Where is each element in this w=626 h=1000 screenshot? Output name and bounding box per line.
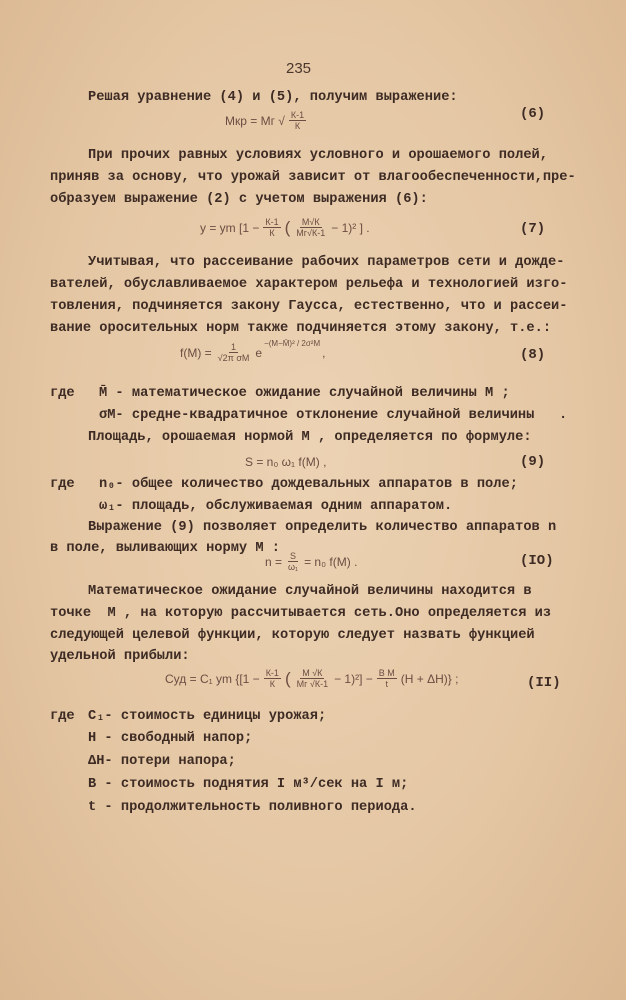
- text-line: Выражение (9) позволяет определить количество аппаратов n: [88, 520, 557, 535]
- formula-part: Cуд = C₁ ym {[1 −: [165, 671, 260, 686]
- definition-item: H - свободный напор;: [88, 731, 253, 746]
- formula-numerator: S: [290, 551, 297, 561]
- where-label: где: [50, 709, 75, 724]
- formula-part: (: [284, 217, 291, 237]
- text-line: Учитывая, что рассеивание рабочих параметров сети и дожде-: [88, 255, 565, 270]
- formula-denominator: ω₁: [288, 562, 299, 572]
- definition-item: ω₁- площадь, обслуживаемая одним аппаратом.: [99, 499, 453, 514]
- definition-item: ΔH- потери напора;: [88, 754, 236, 769]
- formula-denominator: √2π σM: [217, 353, 250, 363]
- equation-number: (II): [527, 675, 561, 691]
- formula-part: (: [284, 668, 291, 688]
- formula-numerator: В M: [378, 668, 395, 678]
- formula-part: ,: [322, 345, 326, 360]
- formula-numerator: 1: [231, 342, 237, 352]
- formula-8: [180, 339, 326, 363]
- formula-denominator: К: [269, 679, 275, 689]
- definition-item: σM- средне-квадратичное отклонение случайной величины .: [99, 408, 568, 423]
- formula-9: S = n₀ ω₁ f(M) ,: [245, 455, 327, 469]
- text-line: точке M , на которую рассчитывается сеть.Оно определяется из: [50, 606, 552, 621]
- text-line: Площадь, орошаемая нормой M , определяется по формуле:: [88, 430, 532, 445]
- formula-part: n =: [265, 554, 283, 569]
- equation-number: (6): [520, 106, 546, 122]
- formula-part: e: [255, 345, 263, 360]
- formula-exponent: −(M−M̄)² / 2σ²M: [264, 339, 321, 348]
- text-line: При прочих равных условиях условного и орошаемого полей,: [88, 148, 548, 163]
- definition-item: M̄ - математическое ожидание случайной величины M ;: [99, 386, 510, 401]
- definition-item: n₀- общее количество дождевальных аппаратов в поле;: [99, 477, 518, 492]
- text-line: в поле, выливающих норму M :: [50, 541, 280, 556]
- text-line: товления, подчиняется закону Гаусса, естественно, что и рассеи-: [50, 299, 568, 314]
- formula-numerator: M√К: [301, 217, 320, 227]
- formula-part: f(M) =: [180, 345, 212, 360]
- formula-denominator: t: [385, 679, 389, 689]
- formula-numerator: M √К: [302, 668, 323, 678]
- where-label: где: [50, 477, 75, 492]
- formula-10: [265, 551, 357, 572]
- formula-7: [200, 217, 370, 238]
- text-line: удельной прибыли:: [50, 649, 190, 664]
- text-line: образуем выражение (2) с учетом выражения (6):: [50, 192, 428, 207]
- equation-number: (7): [520, 221, 546, 237]
- formula-11: [165, 668, 458, 689]
- definition-item: C₁- стоимость единицы урожая;: [88, 709, 327, 724]
- formula-denominator: К: [294, 121, 301, 131]
- equation-number: (8): [520, 347, 546, 363]
- equation-number: (9): [520, 454, 546, 470]
- formula-denominator: К: [269, 228, 275, 238]
- formula-part: = n₀ f(M) .: [304, 554, 358, 569]
- formula-denominator: Mг√К-1: [296, 228, 326, 238]
- text-line: приняв за основу, что урожай зависит от влагообеспеченности,пре-: [50, 170, 576, 185]
- formula-6: [225, 110, 308, 131]
- equation-number: (IO): [520, 553, 554, 569]
- definition-item: В - стоимость поднятия I м³/сек на I м;: [88, 777, 409, 792]
- text-line: вателей, обуславливаемое характером рельефа и технологией изго-: [50, 277, 568, 292]
- text-line: вание оросительных норм также подчиняется этому закону, т.е.:: [50, 321, 552, 336]
- formula-numerator: К-1: [290, 110, 305, 120]
- formula-part: − 1)²] −: [334, 671, 373, 686]
- page-number: 235: [286, 60, 312, 77]
- formula-denominator: Mг √К-1: [296, 679, 329, 689]
- text-line: следующей целевой функции, которую следует назвать функцией: [50, 628, 535, 643]
- formula-part: − 1)² ] .: [331, 220, 370, 235]
- where-label: где: [50, 386, 75, 401]
- definition-item: t - продолжительность поливного периода.: [88, 800, 417, 815]
- formula-part: (H + ΔH)} ;: [400, 671, 459, 686]
- formula-part: y = ym [1 −: [200, 220, 260, 235]
- text-line: Математическое ожидание случайной величины находится в: [88, 584, 532, 599]
- text-line: Решая уравнение (4) и (5), получим выражение:: [88, 90, 458, 105]
- formula-part: Mкр = Mг √: [225, 113, 285, 128]
- formula-numerator: К-1: [265, 217, 279, 227]
- formula-numerator: К-1: [265, 668, 279, 678]
